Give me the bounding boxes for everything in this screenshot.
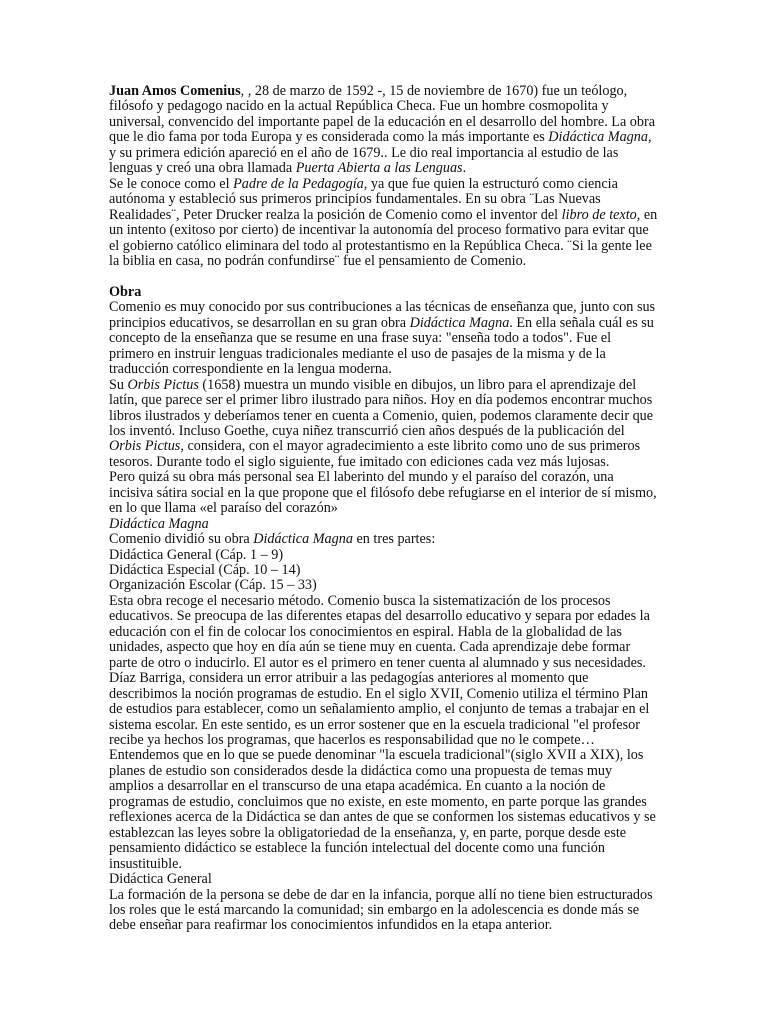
section-heading-didactica-magna: Didáctica Magna	[109, 515, 209, 532]
document-page	[109, 84, 659, 934]
general-paragraph-1: La formación de la persona se debe de dar en la infancia, porque allí no tiene bien estructurados los roles que le está marcando la comunidad; sin embargo en la adolescencia es donde más se debe enseñar para reafirmar los conocimientos infundidos en la etapa anterior.	[109, 886, 653, 934]
obra-paragraph-3: Pero quizá su obra más personal sea El laberinto del mundo y el paraíso del corazón, una incisiva sátira social en la que propone que el filósofo debe refugiarse en el interior de sí mismo, en lo que llama «el paraíso del corazón»	[109, 469, 657, 517]
author-name: Juan Amos Comenius	[109, 83, 241, 99]
didactica-paragraph-2: Díaz Barriga, considera un error atribuir a las pedagogías anteriores al momento que describimos la noción programas de estudio. En el siglo XVII, Comenio utiliza el término Plan de estudios para establecer, como un señalamiento amplio, el conjunto de temas a trabajar en el sistema escolar. En este sentido, es un error sostener que en la escuela tradicional "el profesor recibe ya hechos los programas, que hacerlos es responsabilidad que no le compete…	[109, 670, 650, 749]
pedagogy-paragraph: Se le conoce como el Padre de la Pedagogía, ya que fue quien la estructuró como ciencia autónoma y estableció sus primeros principios fundamentales. En su obra ¨Las Nuevas Realidades¨, Peter Drucker realza la posición de Comenio como el inventor del libro de texto, en un intento (exitoso por cierto) de incentivar la autonomía del proceso formativo para evitar que el gobierno católico eliminara del todo al protestantismo en la República Checa. ¨Si la gente lee la biblia en casa, no podrán confundirse¨ fue el pensamiento de Comenio.	[109, 175, 658, 269]
didactica-intro: Comenio dividió su obra Didáctica Magna en tres partes:	[109, 531, 436, 548]
section-heading-obra: Obra	[109, 283, 142, 300]
part-item: Didáctica Especial (Cáp. 10 – 14)	[109, 562, 301, 579]
didactica-paragraph-1: Esta obra recoge el necesario método. Comenio busca la sistematización de los procesos educativos. Se preocupa de las diferentes etapas del desarrollo educativo y separa por edades la educación con el fin de colocar los conocimientos en espiral. Habla de la globalidad de las unidades, aspecto que hoy en día aún se tiene muy en cuenta. Cada aprendizaje debe formar parte de otro o inducirlo. El autor es el primero en tener cuenta al alumnado y sus necesidades.	[109, 592, 650, 671]
spacer	[109, 269, 659, 284]
section-heading-didactica-general: Didáctica General	[109, 871, 212, 888]
obra-paragraph-2: Su Orbis Pictus (1658) muestra un mundo visible en dibujos, un libro para el aprendizaje del latín, que parece ser el primer libro ilustrado para niños. Hoy en día podemos encontrar muchos libros ilustrados y deberíamos tener en cuenta a Comenio, quien, podemos claramente decir que los inventó. Incluso Goethe, cuya niñez transcurrió cien años después de la publicación del Orbis Pictus, considera, con el mayor agradecimiento a este librito como uno de sus primeros tesoros. Durante todo el siglo siguiente, fue imitado con ediciones cada vez más lujosas.	[109, 376, 654, 470]
intro-paragraph: Juan Amos Comenius, , 28 de marzo de 1592 -, 15 de noviembre de 1670) fue un teólogo, filósofo y pedagogo nacido en la actual República Checa. Fue un hombre cosmopolita y universal, convencido del importante papel de la educación en el desarrollo del hombre. La obra que le dio fama por toda Europa y es considerada como la más importante es Didáctica Magna, y su primera edición apareció en el año de 1679.. Le dio real importancia al estudio de las lenguas y creó una obra llamada Puerta Abierta a las Lenguas.	[109, 83, 656, 177]
didactica-paragraph-3: Entendemos que en lo que se puede denominar "la escuela tradicional"(siglo XVII a XIX), los planes de estudio son considerados desde la didáctica como una propuesta de temas muy amplios a desarrollar en el transcurso de una etapa académica. En cuanto a la noción de programas de estudio, concluimos que no existe, en este momento, en parte porque las grandes reflexiones acerca de la Didáctica se dan antes de que se conformen los sistemas educativos y se establezcan las leyes sobre la obligatoriedad de la enseñanza, y, en parte, porque desde este pensamiento didáctico se establece la función intelectual del docente como una función insustituible.	[109, 747, 656, 872]
part-item: Organización Escolar (Cáp. 15 – 33)	[109, 577, 317, 594]
part-item: Didáctica General (Cáp. 1 – 9)	[109, 546, 284, 563]
obra-paragraph-1: Comenio es muy conocido por sus contribuciones a las técnicas de enseñanza que, junto con sus principios educativos, se desarrollan en su gran obra Didáctica Magna. En ella señala cuál es su concepto de la enseñanza que se resume en una frase suya: "enseña todo a todos". Fue el primero en instruir lenguas tradicionales mediante el uso de pasajes de la misma y de la traducción correspondiente en la lengua moderna.	[109, 299, 656, 378]
